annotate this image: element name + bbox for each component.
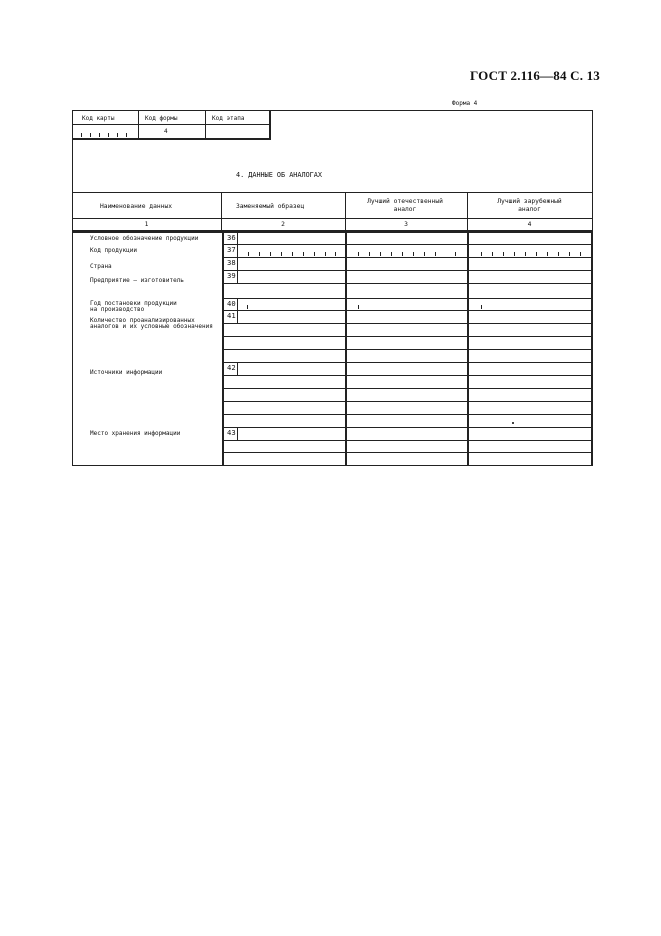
col2-number: 2 <box>281 221 285 228</box>
card-code-label: Код карты <box>82 115 115 122</box>
row39-number: 39 <box>224 271 238 283</box>
col3-number: 3 <box>404 221 408 228</box>
stage-code-label: Код этапа <box>212 115 245 122</box>
row42-label: Источники информации <box>90 369 163 376</box>
cell-36-domestic[interactable] <box>347 233 466 244</box>
form-label: Форма 4 <box>452 100 478 107</box>
row37-label: Код продукции <box>90 247 137 254</box>
row40-number: 40 <box>224 299 238 310</box>
form-code-value: 4 <box>164 128 168 135</box>
row43-number: 43 <box>224 428 238 440</box>
row36-number: 36 <box>224 233 238 244</box>
col4-header: Лучший зарубежный аналог <box>497 198 562 213</box>
form-title: 4. ДАННЫЕ ОБ АНАЛОГАХ <box>236 171 322 179</box>
col4-number: 4 <box>527 221 532 228</box>
cell-36-foreign[interactable] <box>469 233 590 244</box>
row41-number: 41 <box>224 311 238 323</box>
row40-label: Год постановки продукции на производство <box>90 300 177 314</box>
stray-mark <box>512 422 514 424</box>
col1-number: 1 <box>144 221 149 228</box>
page-header: ГОСТ 2.116—84 С. 13 <box>470 68 600 83</box>
cell-36-sample[interactable] <box>239 233 344 244</box>
col3-header: Лучший отечественный аналог <box>367 198 443 213</box>
row42-number: 42 <box>224 363 238 375</box>
form-code-label: Код формы <box>145 115 178 122</box>
row37-number: 37 <box>224 245 238 257</box>
col1-header: Наименование данных <box>100 203 173 210</box>
stage-code-field[interactable] <box>207 126 267 137</box>
row38-number: 38 <box>224 258 238 270</box>
row36-label: Условное обозначение продукции <box>90 235 199 242</box>
col2-header: Заменяемый образец <box>236 203 305 210</box>
row41-label: Количество проанализированных аналогов и их условные обозначения <box>90 317 213 331</box>
row38-label: Страна <box>90 263 112 270</box>
row43-label: Место хранения информации <box>90 430 181 437</box>
row39-label: Предприятие – изготовитель <box>90 277 184 284</box>
